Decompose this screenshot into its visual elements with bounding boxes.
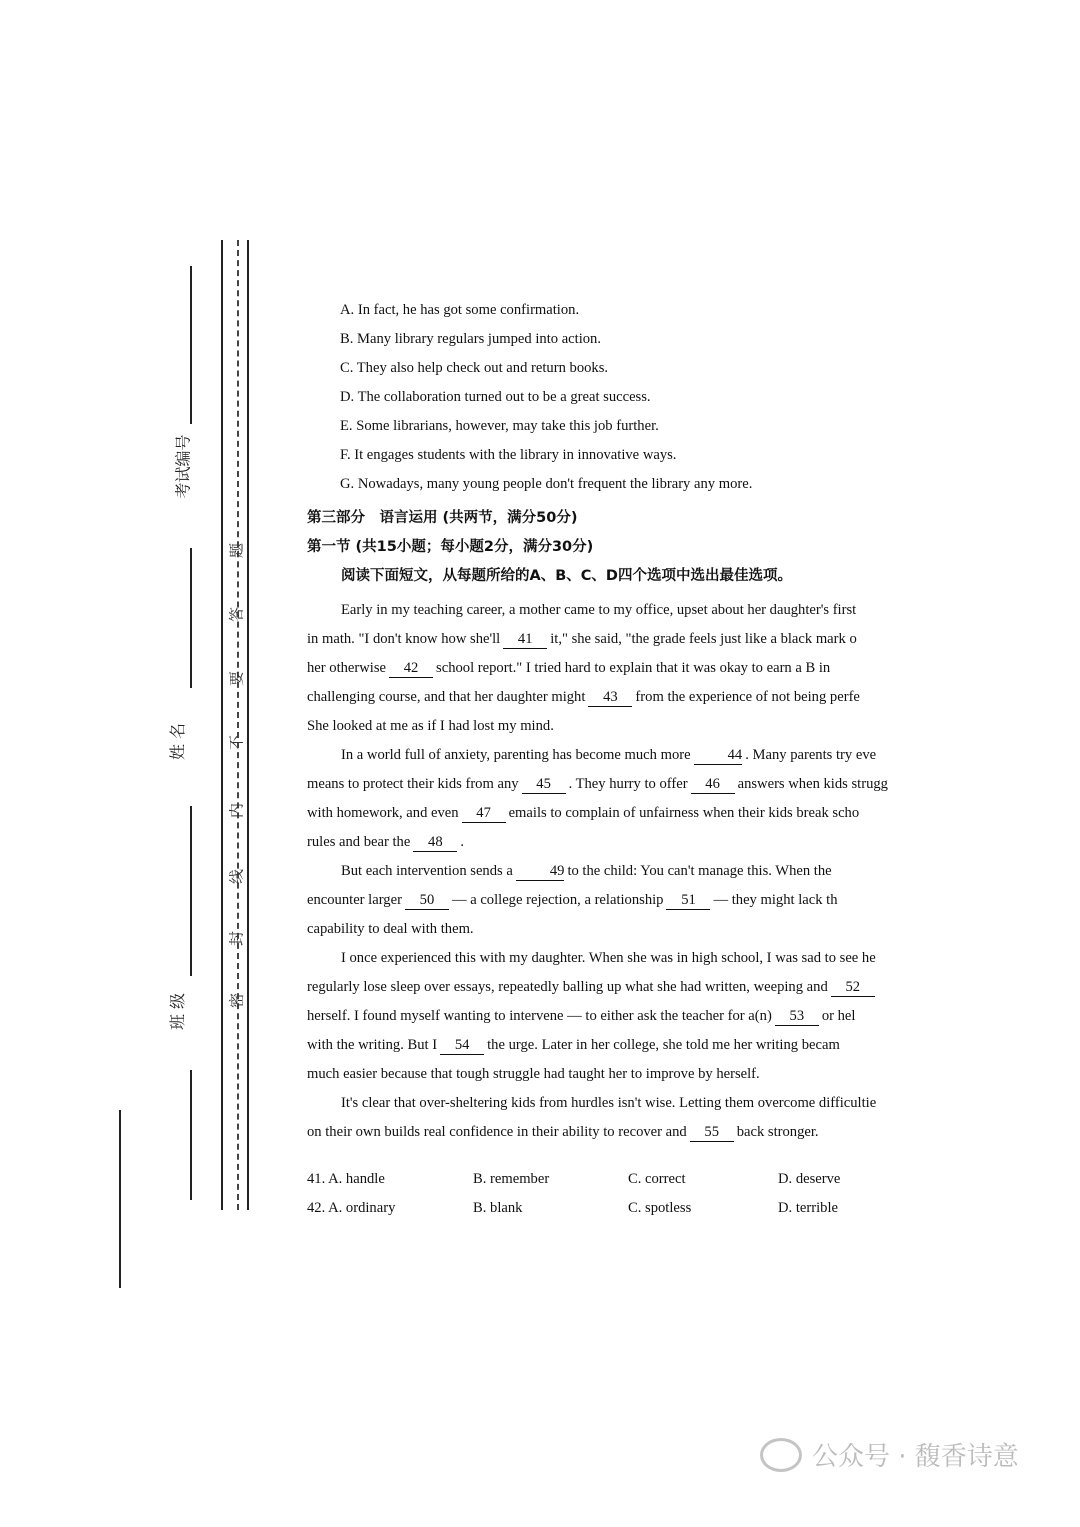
margin-line-left (119, 1110, 121, 1288)
choice-d: D. terrible (778, 1200, 838, 1216)
watermark: 公众号 · 馥香诗意 (760, 1436, 1019, 1473)
option-item: C. They also help check out and return books. (340, 360, 609, 376)
seal-char: 内 (227, 803, 246, 819)
option-item: F. It engages students with the library in innovative ways. (340, 447, 677, 463)
option-item: A. In fact, he has got some confirmation. (340, 302, 580, 318)
choice-a: 42. A. ordinary (307, 1200, 396, 1216)
blank-43: 43 (588, 688, 632, 707)
name-label: 姓 名 (168, 722, 188, 761)
passage-paragraph: But each intervention sends a 49 to the child: You can't manage this. When the encounter larger 50 — a college rejection, a relationship 51 — they might lack th capability to deal with them. (307, 863, 838, 937)
choice-b: B. remember (473, 1171, 550, 1187)
passage-paragraph: In a world full of anxiety, parenting has become much more 44 . Many parents try eve means to protect their kids from any 45 . They hurry to offer 46 answers when kids strugg with homework, and even 47 emails to complain of unfairness when their kids break scho rules and bear the 48 . (307, 747, 888, 850)
choice-d: D. deserve (778, 1171, 841, 1187)
seal-char: 要 (227, 671, 246, 687)
wechat-icon (760, 1438, 802, 1472)
class-underline-bottom (190, 1070, 192, 1200)
question-row (307, 1194, 919, 1223)
blank-52: 52 (831, 978, 875, 997)
seal-dashed-line (237, 240, 239, 1210)
class-label: 班 级 (168, 992, 188, 1031)
blank-42: 42 (389, 659, 433, 678)
exam-number-underline (190, 266, 192, 424)
option-item: B. Many library regulars jumped into action. (340, 331, 602, 347)
blank-46: 46 (691, 775, 735, 794)
blank-55: 55 (690, 1123, 734, 1142)
passage-paragraph: I once experienced this with my daughter. When she was in high school, I was sad to see he regularly lose sleep over essays, repeatedly balling up what she had written, weeping and 52 herself. I found myself wanting to intervene — to either ask the teacher for a(n) 53 or hel with the writing. But I 54 the urge. Later in her college, she told me her writing becam much easier because that tough struggle had taught her to improve by herself. (307, 950, 876, 1082)
option-item: D. The collaboration turned out to be a great success. (340, 389, 651, 405)
exam-content (307, 296, 919, 1223)
choice-c: C. correct (628, 1171, 686, 1187)
choice-b: B. blank (473, 1200, 523, 1216)
choice-c: C. spotless (628, 1200, 692, 1216)
passage-paragraph: It's clear that over-sheltering kids from hurdles isn't wise. Letting them overcome difficultie on their own builds real confidence in their ability to recover and 55 back stronger. (307, 1095, 877, 1140)
blank-45: 45 (522, 775, 566, 794)
seal-char: 密 (227, 993, 246, 1009)
choice-a: 41. A. handle (307, 1171, 385, 1187)
blank-51: 51 (666, 891, 710, 910)
option-item: G. Nowadays, many young people don't frequent the library any more. (340, 476, 753, 492)
blank-54: 54 (440, 1036, 484, 1055)
passage-paragraph: Early in my teaching career, a mother came to my office, upset about her daughter's first in math. "I don't know how she'll 41 it," she said, "the grade feels just like a black mark o her otherwise 42 school report." I tried hard to explain that it was okay to earn a B in challenging course, and that her daughter might 43 from the experience of not being perfe She looked at me as if I had lost my mind. (307, 602, 860, 734)
subsection-title: 第一节 (共15小题；每小题2分，满分30分) (307, 539, 594, 555)
seal-line-right (247, 240, 249, 1210)
blank-41: 41 (503, 630, 547, 649)
blank-48: 48 (413, 833, 457, 852)
options-list (307, 296, 919, 499)
seal-char: 答 (227, 607, 246, 623)
blank-47: 47 (462, 804, 506, 823)
seal-char: 不 (227, 735, 246, 751)
blank-49: 49 (516, 862, 565, 881)
exam-number-label: 考试编号 (173, 434, 193, 499)
blank-44: 44 (694, 746, 743, 765)
option-item: E. Some librarians, however, may take this job further. (340, 418, 659, 434)
class-underline-top (190, 806, 192, 976)
seal-char: 题 (227, 543, 246, 559)
seal-char: 线 (227, 869, 246, 885)
instruction: 阅读下面短文，从每题所给的A、B、C、D四个选项中选出最佳选项。 (341, 568, 792, 584)
blank-53: 53 (775, 1007, 819, 1026)
blank-50: 50 (405, 891, 449, 910)
section-title: 第三部分 语言运用 (共两节，满分50分) (307, 510, 578, 526)
name-underline (190, 548, 192, 688)
question-row (307, 1165, 919, 1194)
seal-line-left (221, 240, 223, 1210)
seal-char: 封 (227, 931, 246, 947)
question-list (307, 1165, 919, 1223)
